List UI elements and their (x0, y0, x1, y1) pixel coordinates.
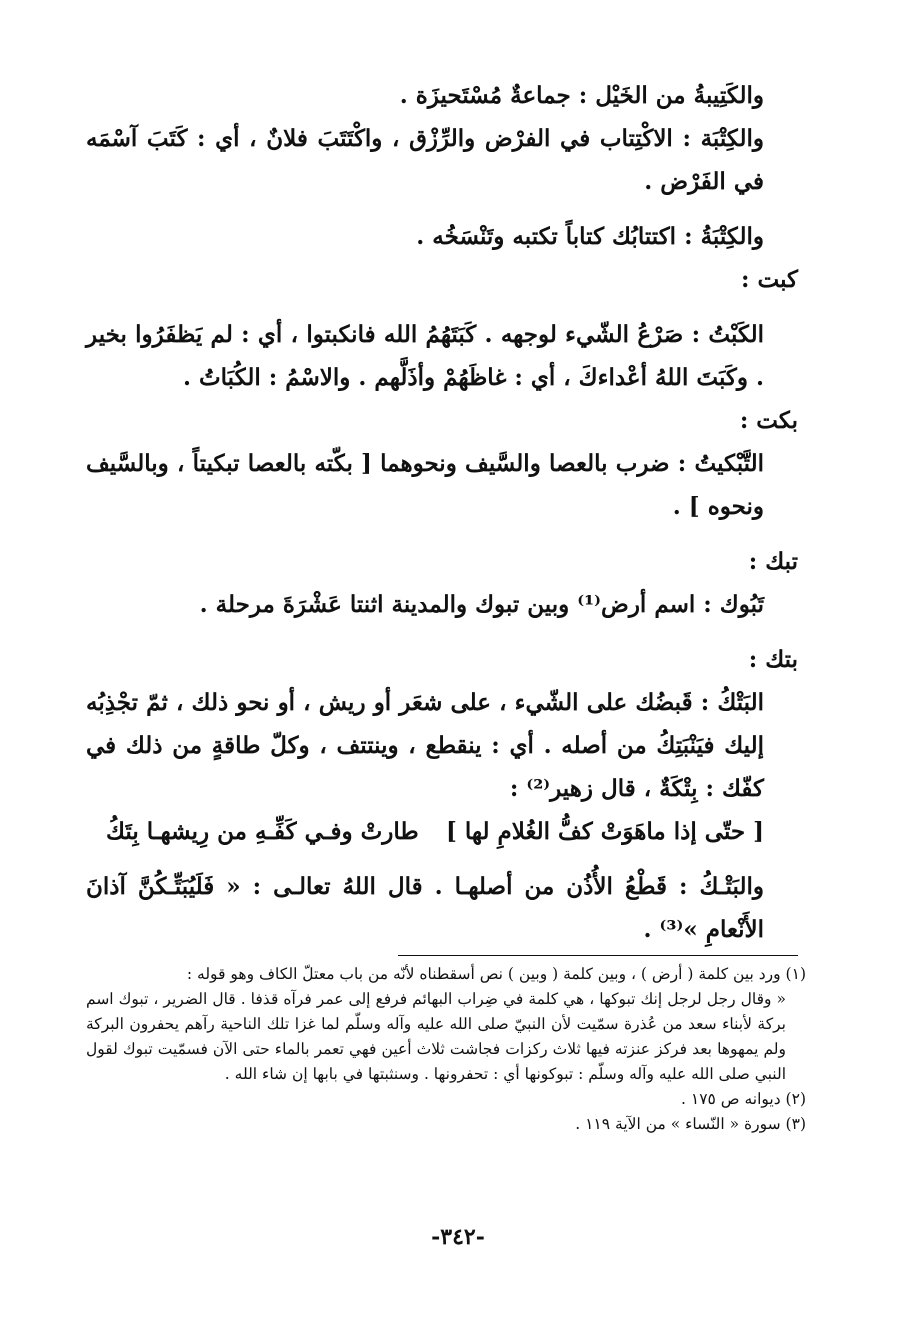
footnote-3: (٣) سورة « النّساء » من الآية ١١٩ . (575, 1115, 806, 1133)
paragraph-katiba: والكَتِيبةُ من الخَيْل : جماعةٌ مُسْتَحيزَة . (399, 82, 764, 109)
paragraph-kitba-2: والكِتْبَةُ : اكتتابُك كتاباً تكتبه وتَنْسَخُه . (416, 223, 764, 250)
entry-heading-kabata: كبت : (741, 266, 798, 293)
main-text (86, 74, 798, 951)
paragraph-tabkit: التَّبْكيتُ : ضرب بالعصا والسَّيف ونحوهما [ بكّته بالعصا تبكيتاً ، وبالسَّيف ونحوه ] . (86, 450, 764, 520)
footnote-1-body: « وقال رجل لرجل إنك تبوكها ، هي كلمة في ضِراب البهائم فرفع إلى عمر فرآه قذفا . قال الضرير ، تبوك اسم بركة لأبناء سعد من عُذرة سمّيت لأن النبيّ صلى الله عليه وآله وسلّم لما غزا تلك الناحية رآهم يحفرون البركة ولم يمهوها بعد فركز عنزته فيها ثلاث ركزات فجاشت ثلاث أعين فهي تعمر بالماء حتى الآن فسمّيت تبوك لقول النبي صلى الله عليه وآله وسلّم : تبوكونها أي : تحفرونها . وسنثبتها في بابها إن شاء الله . (86, 990, 786, 1083)
verse-first-hemistich: [ حتّى إذا ماهَوَتْ كفُّ الغُلامِ لها ] (446, 818, 764, 845)
verse-second-hemistich: طارتْ وفـي كَفِّـهِ من رِيشهـا بِتَكُ (106, 818, 419, 845)
paragraph-tabuk: تَبُوك : اسم أرض⁽¹⁾ وبين تبوك والمدينة اثنتا عَشْرَةَ مرحلة . (199, 591, 764, 618)
poetry-verse (86, 810, 798, 853)
footnote-divider (398, 955, 798, 956)
page-number: -٣٤٢- (431, 1224, 485, 1250)
entry-heading-tabaka: تبك : (748, 548, 798, 575)
footnotes (86, 962, 806, 1137)
entry-heading-bakata: بكت : (739, 407, 798, 434)
paragraph-batk: البَتْكُ : قَبضُك على الشّيء ، على شعَر أو ريش ، أو نحو ذلك ، ثمّ تجْذِبُه إليك فيَنْبَتِكُ من أصله . أي : ينقطع ، وينتتف ، وكلّ طاقةٍ من ذلك في كفّك : بِتْكَةٌ ، قال زهير⁽²⁾ : (86, 689, 764, 802)
paragraph-kitba-1: والكِتْبَة : الاكْتِتاب في الفرْض والرِّزْق ، واكْتَتَبَ فلانٌ ، أي : كَتَبَ آسْمَه في الفَرْض . (86, 125, 764, 195)
paragraph-kabt: الكَبْتُ : صَرْعُ الشّيء لوجهه . كَبَتَهُمُ الله فانكبتوا ، أي : لم يَظفَرُوا بخير . وكَبَتَ اللهُ أعْداءكَ ، أي : غاظَهُمْ وأذَلَّهم . والاسْمُ : الكُبَاتُ . (86, 321, 764, 391)
paragraph-batk-2: والبَتْـكُ : قَطْعُ الأُذُن من أصلهـا . قال اللهُ تعالـى : « فَلَيُبَتِّـكُنَّ آذانَ الأَنْعامِ »⁽³⁾ . (86, 873, 764, 943)
entry-heading-bataka: بتك : (748, 646, 798, 673)
footnote-2: (٢) ديوانه ص ١٧٥ . (681, 1090, 806, 1108)
footnote-1-intro: (١) ورد بين كلمة ( أرض ) ، وبين كلمة ( وبين ) نص أسقطناه لأنّه من باب معتلّ الكاف وهو قوله : (186, 965, 806, 983)
